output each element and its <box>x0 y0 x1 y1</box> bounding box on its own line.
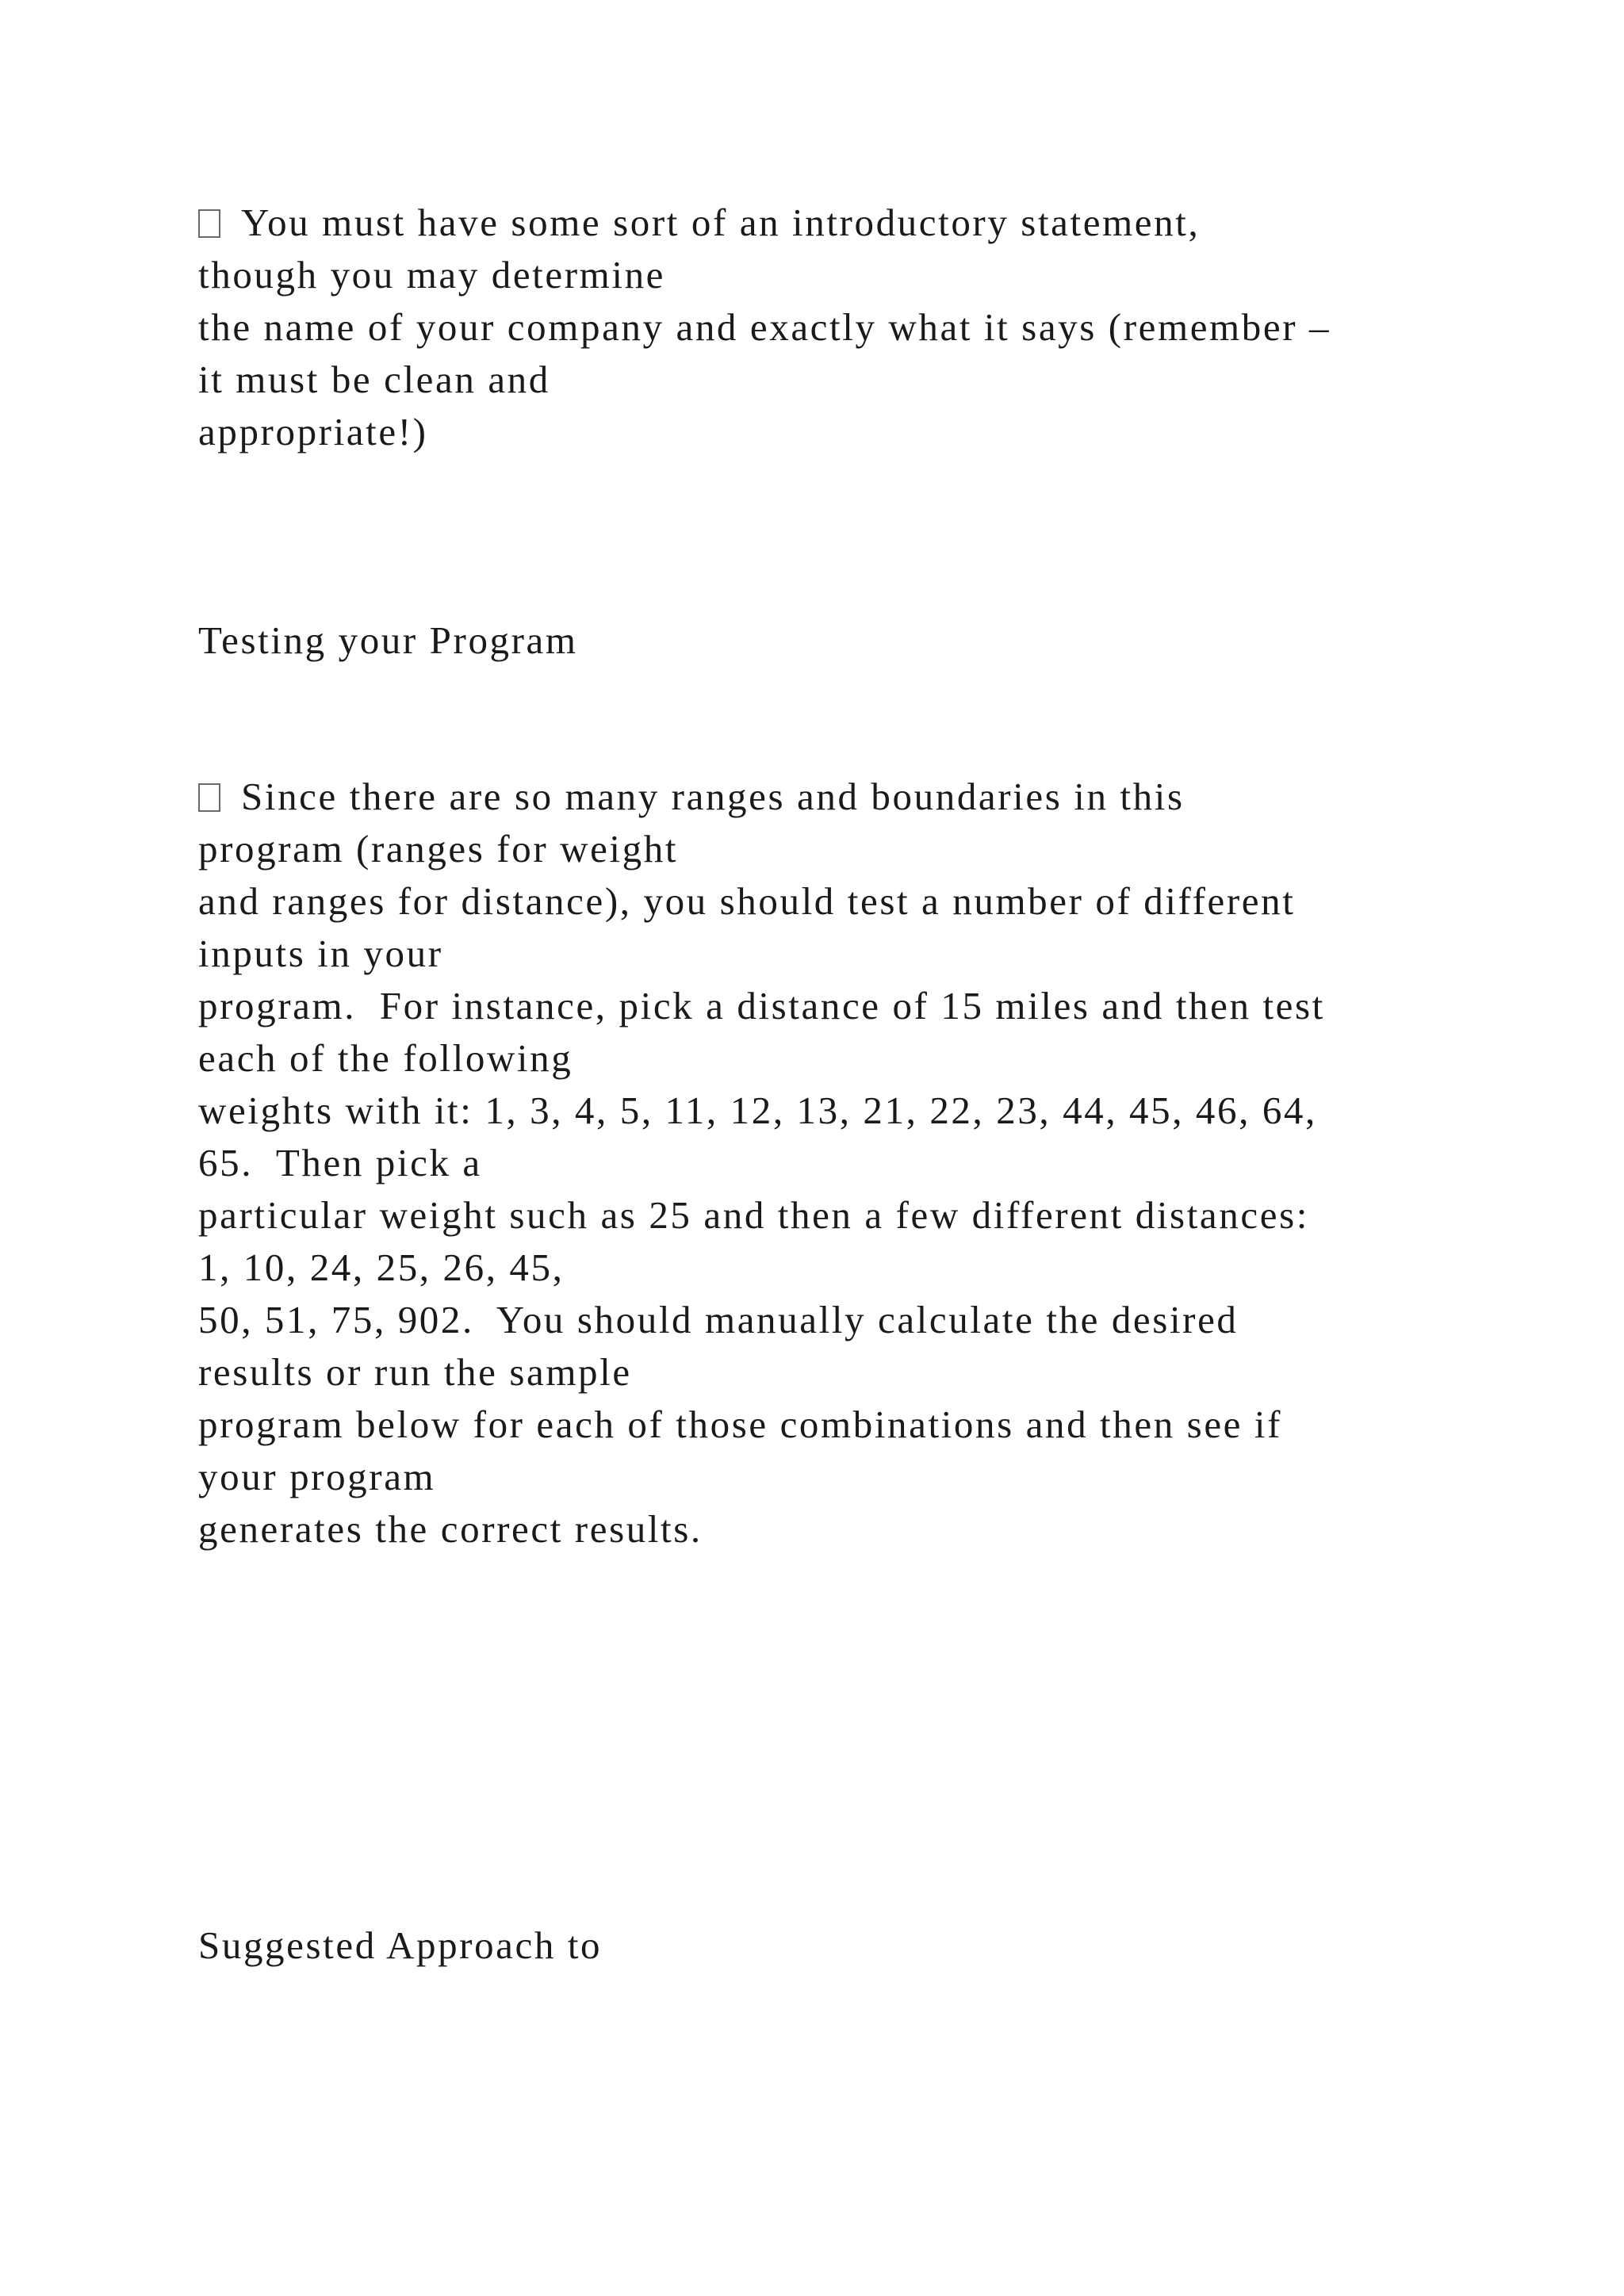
bullet2-line-1-text: Since there are so many ranges and boundaries in this <box>241 775 1185 818</box>
heading-suggested-approach: Suggested Approach to <box>198 1923 603 1967</box>
bullet2-line-15: generates the correct results. <box>198 1507 703 1551</box>
bullet2-line-10: 1, 10, 24, 25, 26, 45, <box>198 1246 565 1289</box>
bullet2-line-9: particular weight such as 25 and then a few different distances: <box>198 1193 1309 1237</box>
bullet1-line-3: the name of your company and exactly what it says (remember – <box>198 305 1331 349</box>
bullet2-line-7: weights with it: 1, 3, 4, 5, 11, 12, 13, 21, 22, 23, 44, 45, 46, 64, <box>198 1089 1317 1132</box>
bullet2-line-14: your program <box>198 1455 436 1498</box>
bullet2-line-8: 65. Then pick a <box>198 1141 482 1184</box>
bullet1-line-1 <box>198 197 1200 249</box>
bullet2-line-12: results or run the sample <box>198 1350 632 1394</box>
bullet1-line-1-text: You must have some sort of an introductory statement, <box>241 201 1201 244</box>
bullet2-line-11: 50, 51, 75, 902. You should manually calculate the desired <box>198 1298 1239 1341</box>
bullet-box-icon <box>198 783 220 812</box>
bullet2-line-13: program below for each of those combinations and then see if <box>198 1402 1283 1446</box>
bullet1-line-5: appropriate!) <box>198 410 428 453</box>
bullet-box-icon <box>198 209 220 238</box>
bullet2-line-5: program. For instance, pick a distance of 15 miles and then test <box>198 984 1325 1027</box>
bullet2-line-2: program (ranges for weight <box>198 827 679 871</box>
bullet1-line-4: it must be clean and <box>198 358 550 401</box>
heading-testing-your-program: Testing your Program <box>198 618 578 662</box>
bullet1-line-2: though you may determine <box>198 253 666 297</box>
bullet2-line-1 <box>198 771 1185 823</box>
bullet2-line-4: inputs in your <box>198 932 443 975</box>
bullet2-line-3: and ranges for distance), you should test a number of different <box>198 879 1296 923</box>
bullet2-line-6: each of the following <box>198 1036 573 1080</box>
